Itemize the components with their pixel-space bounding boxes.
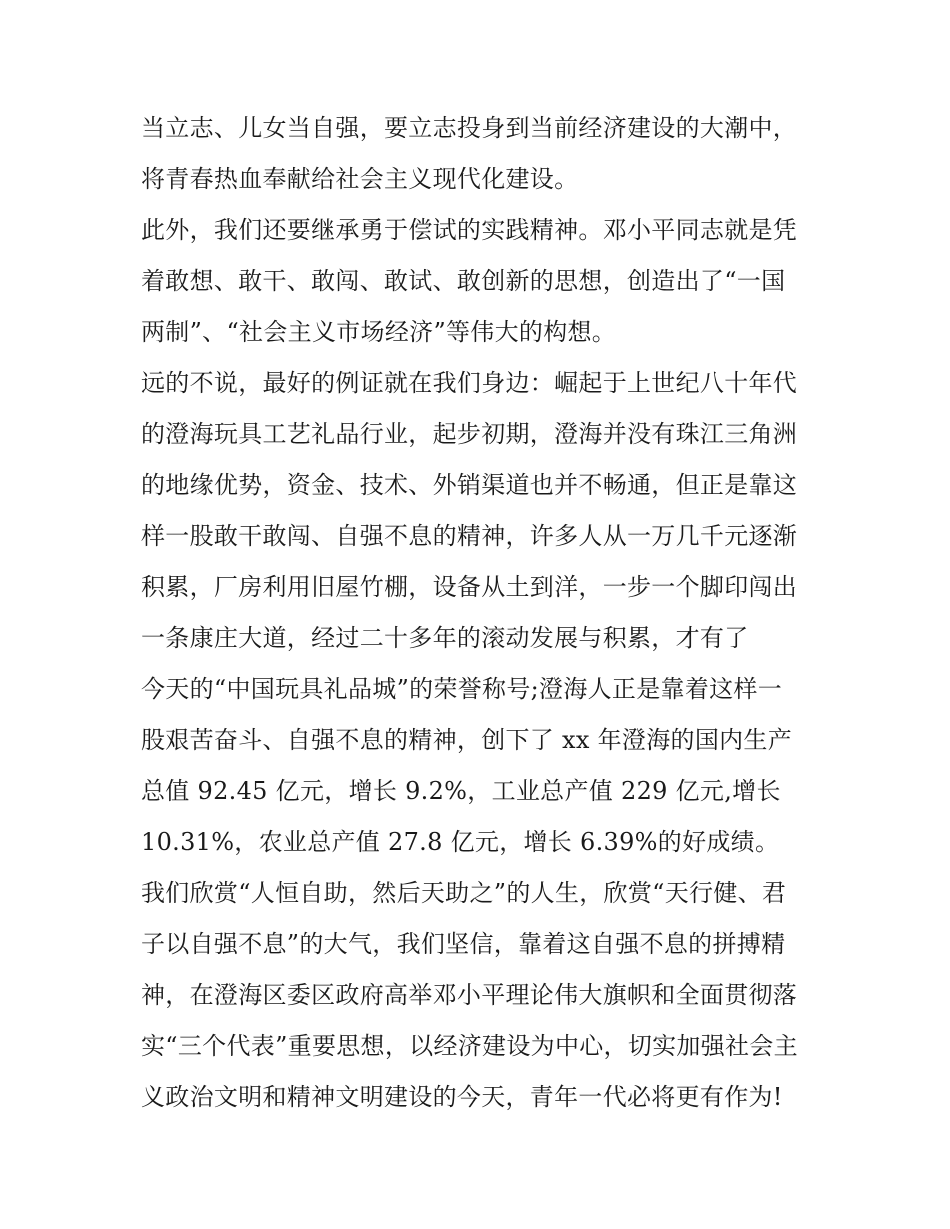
text-line: 子以自强不息”的大气，我们坚信，靠着这自强不息的拼搏精 [141,930,786,958]
text-line: 此外，我们还要继承勇于偿试的实践精神。邓小平同志就是凭 [141,216,798,244]
text-line: 的地缘优势，资金、技术、外销渠道也并不畅通，但正是靠这 [141,471,798,499]
text-line: 两制”、“社会主义市场经济”等伟大的构想。 [141,318,617,346]
text-line: 义政治文明和精神文明建设的今天，青年一代必将更有作为! [141,1083,783,1111]
text-line: 远的不说，最好的例证就在我们身边：崛起于上世纪八十年代 [141,369,798,397]
text-line: 一条康庄大道，经过二十多年的滚动发展与积累，才有了 [141,624,749,652]
text-line: 实“三个代表”重要思想，以经济建设为中心，切实加强社会主 [141,1032,798,1060]
text-line: 积累，厂房利用旧屋竹棚，设备从土到洋，一步一个脚印闯出 [141,573,798,601]
text-line: 样一股敢干敢闯、自强不息的精神，许多人从一万几千元逐渐 [141,522,798,550]
text-line: 神，在澄海区委区政府高举邓小平理论伟大旗帜和全面贯彻落 [141,981,798,1009]
text-line: 10.31%，农业总产值 27.8 亿元，增长 6.39%的好成绩。 [141,828,780,856]
text-line: 将青春热血奉献给社会主义现代化建设。 [141,165,579,193]
text-line: 我们欣赏“人恒自助，然后天助之”的人生，欣赏“天行健、君 [141,879,787,907]
text-line: 股艰苦奋斗、自强不息的精神，创下了 xx 年澄海的国内生产 [141,726,793,754]
text-line: 着敢想、敢干、敢闯、敢试、敢创新的思想，创造出了“一国 [141,267,786,295]
text-line: 总值 92.45 亿元，增长 9.2%，工业总产值 229 亿元,增长 [141,777,781,805]
text-line: 的澄海玩具工艺礼品行业，起步初期，澄海并没有珠江三角洲 [141,420,798,448]
text-line: 今天的“中国玩具礼品城”的荣誉称号;澄海人正是靠着这样一 [141,675,783,703]
text-line: 当立志、儿女当自强，要立志投身到当前经济建设的大潮中， [141,114,798,142]
